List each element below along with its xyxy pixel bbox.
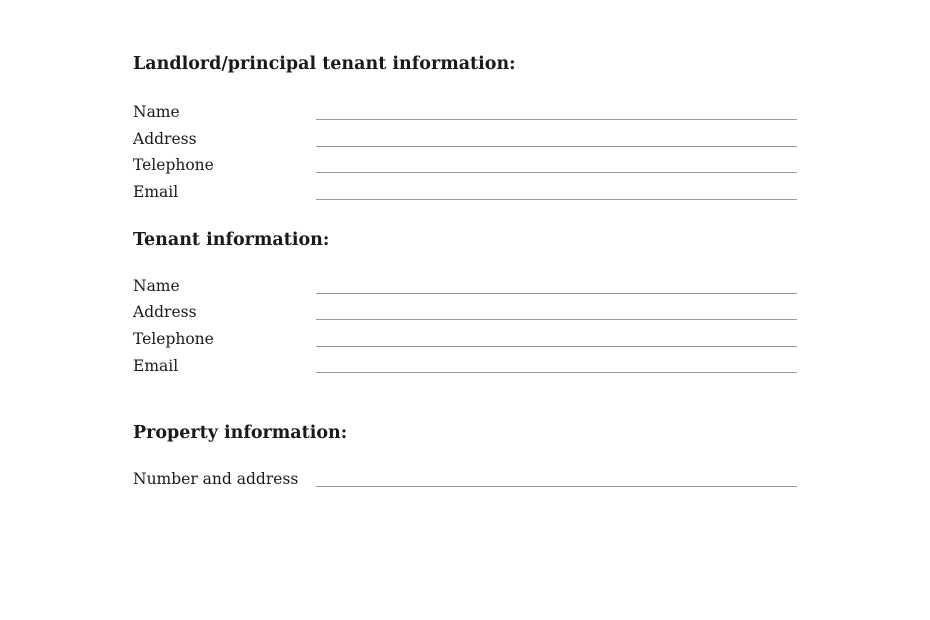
landlord-email-label: Email <box>133 183 179 201</box>
landlord-address-label: Address <box>133 130 197 148</box>
tenant-name-label: Name <box>133 277 180 295</box>
landlord-email-blank-line[interactable] <box>316 199 797 200</box>
section-heading-tenant: Tenant information: <box>133 230 330 250</box>
landlord-name-label: Name <box>133 103 180 121</box>
tenant-telephone-blank-line[interactable] <box>316 346 797 347</box>
property-number-address-label: Number and address <box>133 470 299 488</box>
property-number-address-blank-line[interactable] <box>316 486 797 487</box>
section-heading-property: Property information: <box>133 423 348 443</box>
landlord-name-blank-line[interactable] <box>316 119 797 120</box>
tenant-email-label: Email <box>133 357 179 375</box>
tenant-name-blank-line[interactable] <box>316 293 797 294</box>
section-heading-landlord: Landlord/principal tenant information: <box>133 54 516 74</box>
tenant-address-label: Address <box>133 303 197 321</box>
tenant-email-blank-line[interactable] <box>316 372 797 373</box>
landlord-telephone-label: Telephone <box>133 156 214 174</box>
tenant-address-blank-line[interactable] <box>316 319 797 320</box>
landlord-address-blank-line[interactable] <box>316 146 797 147</box>
landlord-telephone-blank-line[interactable] <box>316 172 797 173</box>
tenant-telephone-label: Telephone <box>133 330 214 348</box>
